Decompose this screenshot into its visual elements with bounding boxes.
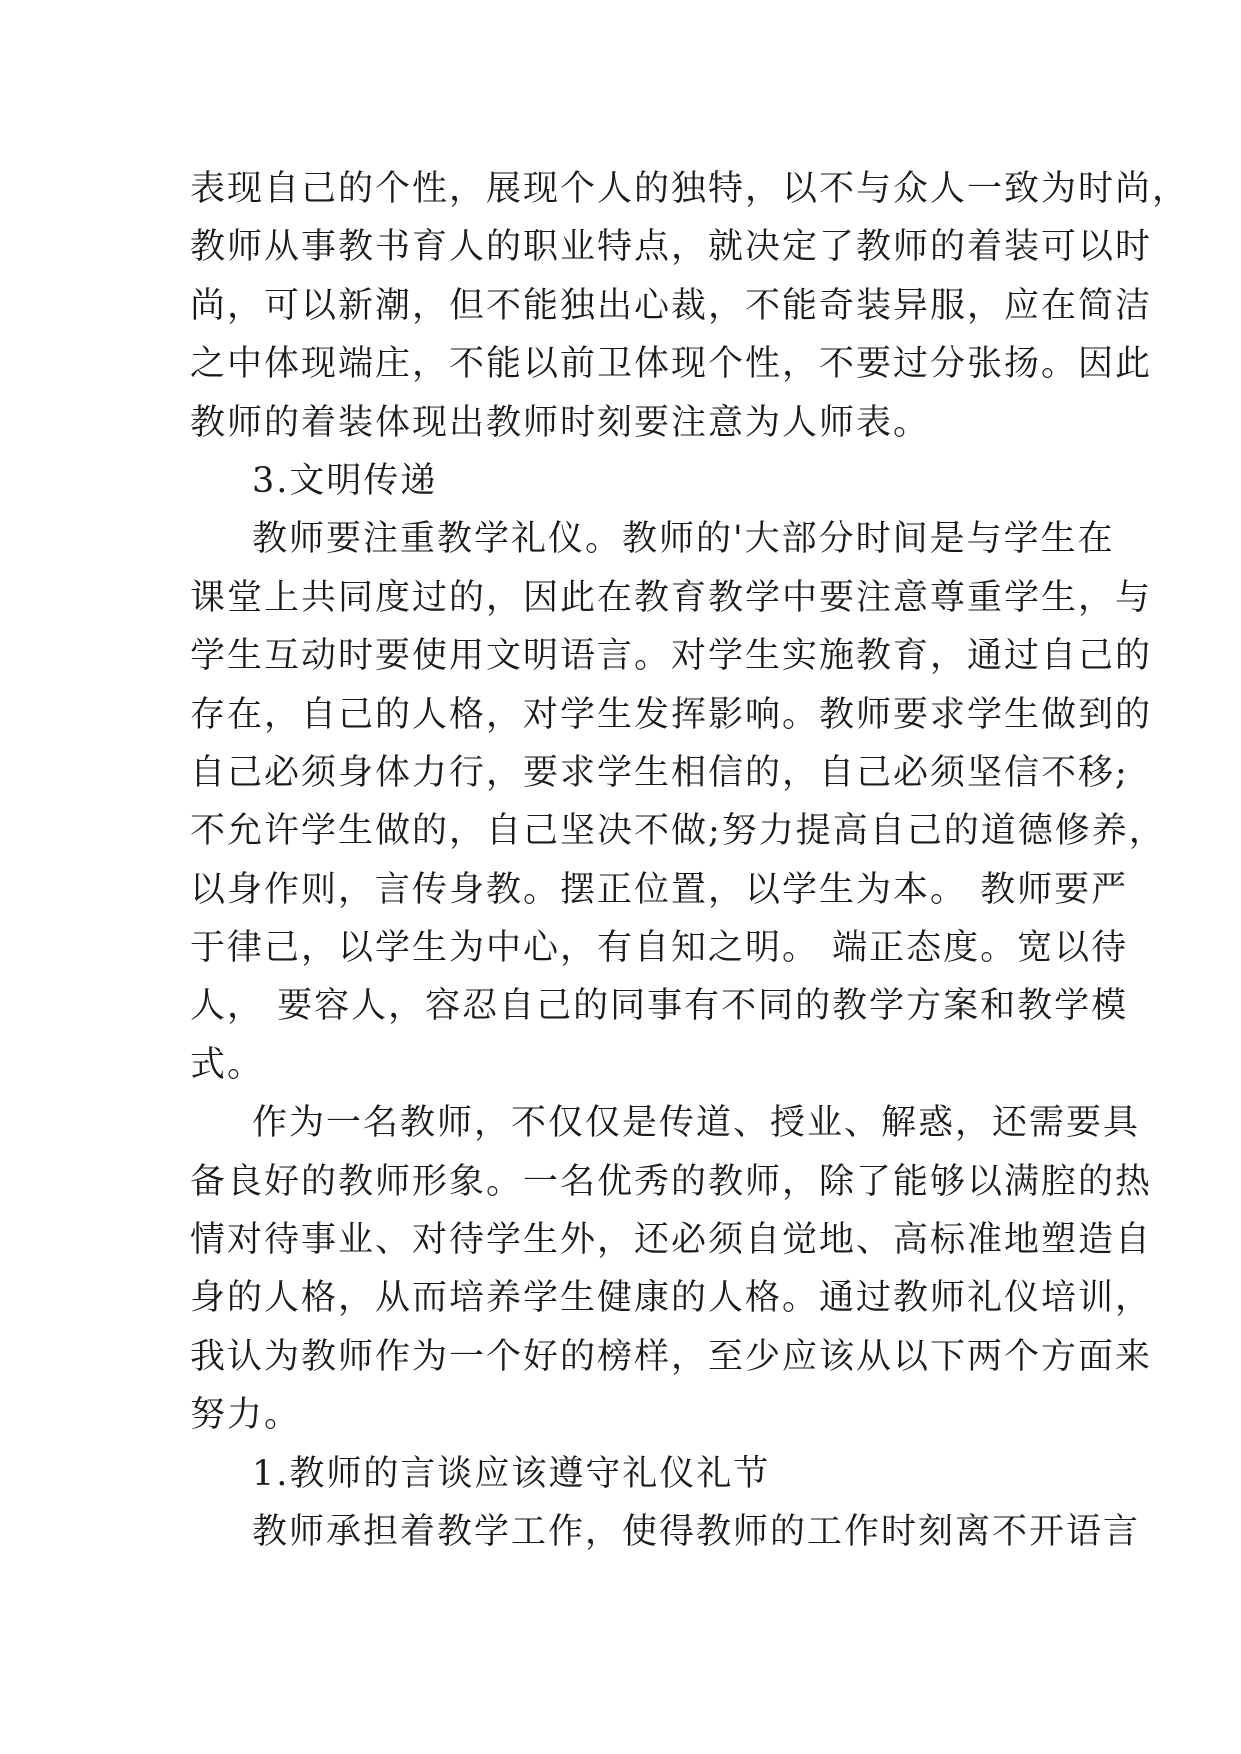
text-line: 备良好的教师形象。一名优秀的教师，除了能够以满腔的热	[190, 1161, 1153, 1202]
section-heading: 3.文明传递	[252, 460, 438, 501]
text-line: 我认为教师作为一个好的榜样，至少应该从以下两个方面来	[190, 1336, 1153, 1377]
text-line: 式。	[190, 1044, 265, 1085]
text-line: 课堂上共同度过的，因此在教育教学中要注意尊重学生，与	[190, 577, 1153, 618]
paragraph-start: 作为一名教师，不仅仅是传道、授业、解惑，还需要具	[252, 1103, 1141, 1144]
paragraph-start: 教师承担着教学工作，使得教师的工作时刻离不开语言	[252, 1511, 1141, 1552]
paragraph-start: 教师要注重教学礼仪。教师的'大部分时间是与学生在	[252, 519, 1115, 560]
text-line: 自己必须身体力行，要求学生相信的，自己必须坚信不移;	[190, 752, 1129, 793]
text-line: 情对待事业、对待学生外，还必须自觉地、高标准地塑造自	[190, 1220, 1153, 1261]
text-line: 人， 要容人，容忍自己的同事有不同的教学方案和教学模	[190, 986, 1129, 1027]
text-line: 教师的着装体现出教师时刻要注意为人师表。	[190, 402, 931, 443]
text-line: 教师从事教书育人的职业特点，就决定了教师的着装可以时	[190, 227, 1153, 268]
text-line: 表现自己的个性，展现个人的独特，以不与众人一致为时尚，	[190, 169, 1190, 209]
text-line: 学生互动时要使用文明语言。对学生实施教育，通过自己的	[190, 636, 1153, 677]
text-line: 尚，可以新潮，但不能独出心裁，不能奇装异服，应在简洁	[190, 285, 1153, 326]
document-body	[190, 160, 1190, 1561]
section-heading: 1.教师的言谈应该遵守礼仪礼节	[252, 1453, 771, 1494]
text-line: 身的人格，从而培养学生健康的人格。通过教师礼仪培训，	[190, 1278, 1153, 1319]
text-line: 努力。	[190, 1395, 302, 1436]
text-line: 于律己，以学生为中心，有自知之明。 端正态度。宽以待	[190, 928, 1129, 969]
text-line: 不允许学生做的，自己坚决不做;努力提高自己的道德修养，	[190, 811, 1166, 852]
text-line: 之中体现端庄，不能以前卫体现个性，不要过分张扬。因此	[190, 344, 1153, 385]
text-line: 以身作则，言传身教。摆正位置，以学生为本。 教师要严	[190, 869, 1129, 910]
text-line: 存在，自己的人格，对学生发挥影响。教师要求学生做到的	[190, 694, 1153, 735]
